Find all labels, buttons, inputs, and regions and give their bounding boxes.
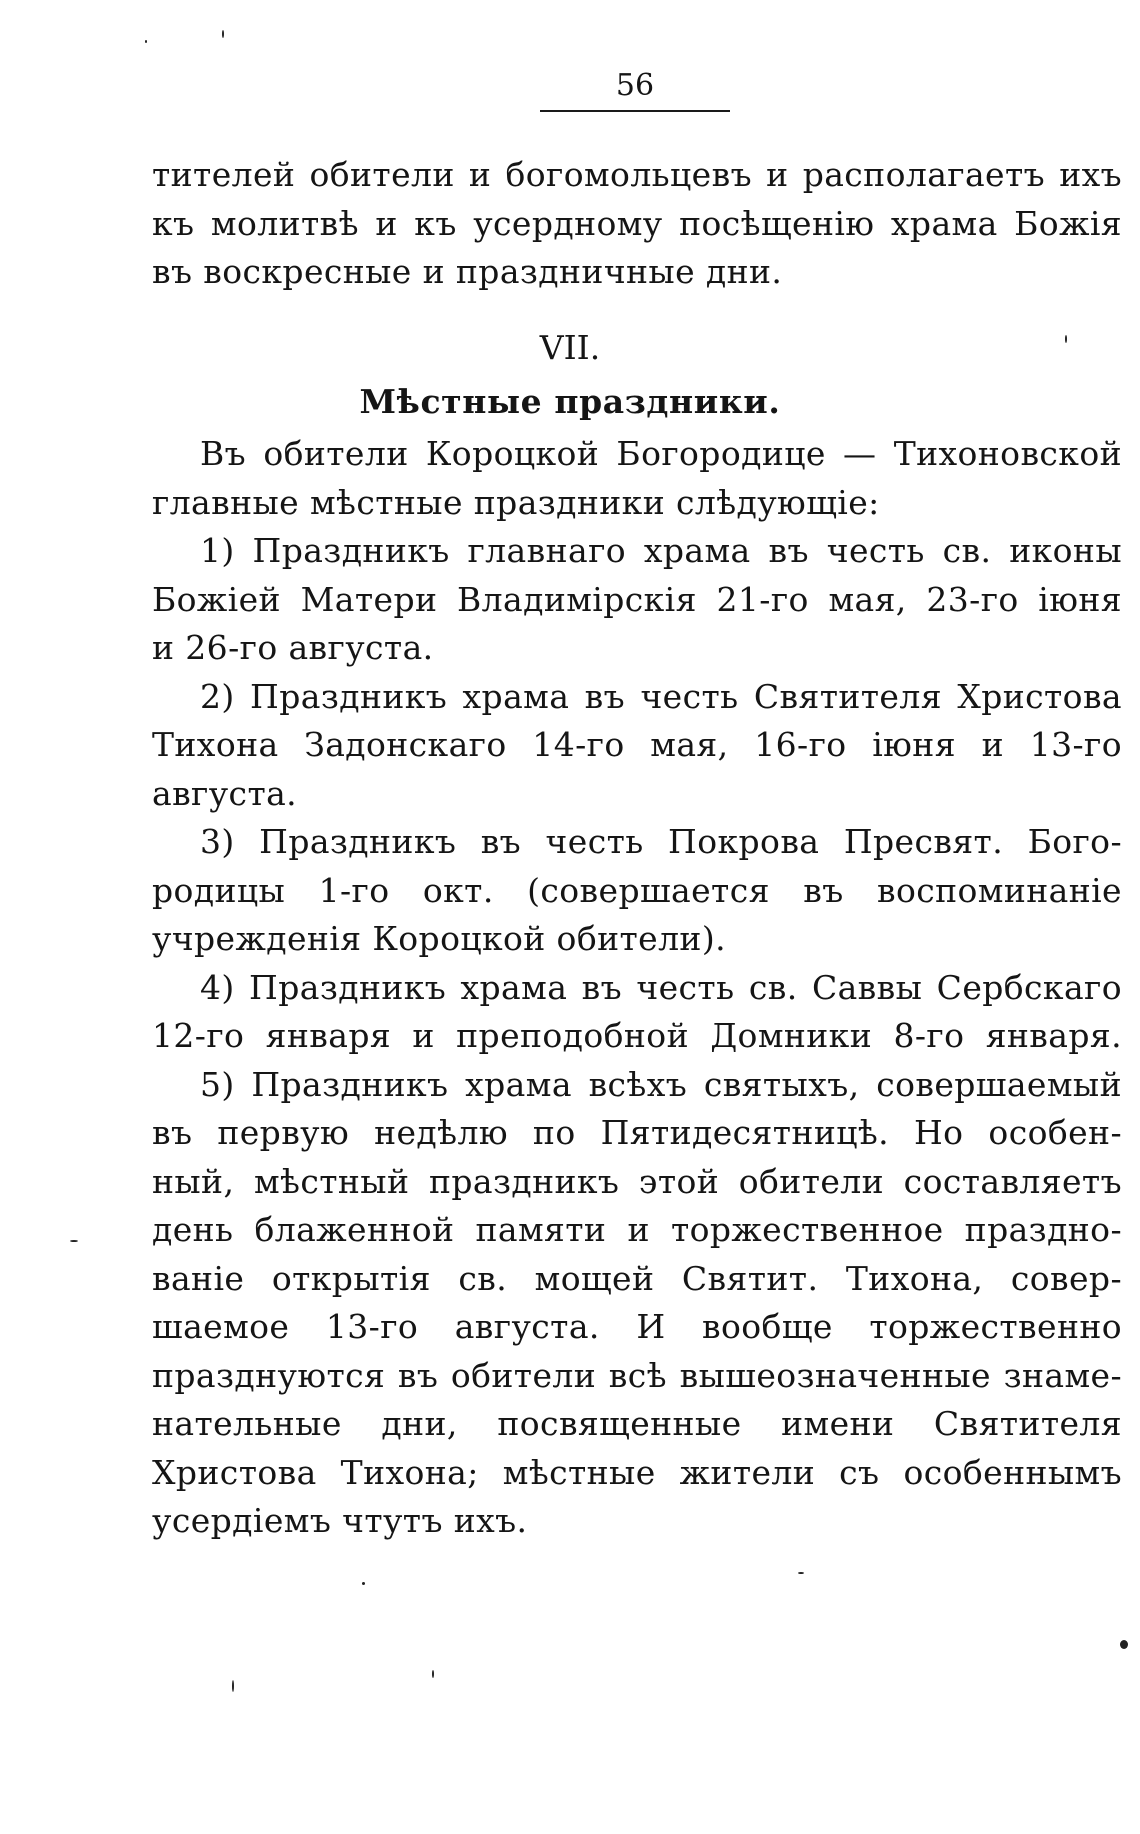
section-body: [152, 430, 1122, 1546]
text-line: 5) Праздникъ храма всѣхъ святыхъ, совершаемый: [200, 1064, 1122, 1104]
page-number: 56: [615, 68, 655, 103]
text-line: и 26-го августа.: [152, 628, 434, 667]
text-line: учрежденія Короцкой обители).: [152, 919, 726, 958]
text-line: Христова Тихона; мѣстные жители съ особеннымъ: [152, 1452, 1122, 1492]
text-line: 3) Праздникъ въ честь Покрова Пресвят. Бого-: [200, 822, 1122, 861]
text-line: 2) Праздникъ храма въ честь Святителя Христова: [200, 676, 1122, 716]
text-line: главные мѣстные праздники слѣдующіе:: [152, 482, 880, 522]
list-item: [152, 527, 1122, 673]
section-number: VII.: [539, 328, 601, 367]
continuation-paragraph: [152, 151, 1122, 297]
scan-speck: [432, 1670, 434, 1678]
list-item: [152, 1061, 1122, 1546]
text-line: шаемое 13-го августа. И вообще торжественно: [152, 1307, 1122, 1346]
text-line: нательные дни, посвященные имени Святителя: [152, 1404, 1122, 1443]
text-line: 4) Праздникъ храма въ честь св. Саввы Сербскаго: [200, 967, 1122, 1007]
text-line: къ молитвѣ и къ усердному посѣщенію храма Божія: [152, 203, 1122, 243]
text-line: Въ обители Короцкой Богородице — Тихоновской: [200, 434, 1122, 473]
text-line: Божіей Матери Владимірскія 21-го мая, 23-го іюня: [152, 579, 1122, 619]
text-line: въ первую недѣлю по Пятидесятницѣ. Но особен-: [152, 1113, 1122, 1152]
scan-speck: [145, 40, 147, 43]
text-line: родицы 1-го окт. (совершается въ воспоминаніе: [152, 870, 1122, 910]
text-line: ваніе открытія св. мощей Святит. Тихона, совер-: [152, 1258, 1122, 1298]
text-line: день блаженной памяти и торжественное праздно-: [152, 1210, 1122, 1249]
scan-speck: [1120, 1640, 1128, 1649]
scan-speck: [362, 1582, 365, 1585]
list-item: [152, 818, 1122, 964]
section-title: Мѣстные праздники.: [359, 382, 781, 421]
text-line: въ воскресные и праздничные дни.: [152, 252, 783, 291]
text-line: усердіемъ чтутъ ихъ.: [152, 1501, 528, 1540]
text-line: августа.: [152, 773, 298, 813]
page-number-rule: [540, 110, 730, 112]
scan-speck: [222, 30, 224, 38]
text-line: празднуются въ обители всѣ вышеозначенные знаме-: [152, 1355, 1122, 1395]
text-line: 12-го января и преподобной Домники 8-го января.: [152, 1016, 1122, 1055]
section-intro-paragraph: [152, 430, 1122, 527]
text-line: Тихона Задонскаго 14-го мая, 16-го іюня и 13-го: [152, 725, 1122, 764]
text-line: ный, мѣстный праздникъ этой обители составляетъ: [152, 1161, 1122, 1201]
list-item: [152, 964, 1122, 1061]
scan-speck: [232, 1680, 234, 1692]
text-line: тителей обители и богомольцевъ и располагаетъ ихъ: [152, 155, 1122, 194]
scan-speck: [70, 1240, 78, 1242]
text-line: 1) Праздникъ главнаго храма въ честь св. иконы: [200, 531, 1122, 570]
list-item: [152, 673, 1122, 819]
scan-speck: [798, 1572, 804, 1574]
scan-speck: [1065, 335, 1067, 343]
